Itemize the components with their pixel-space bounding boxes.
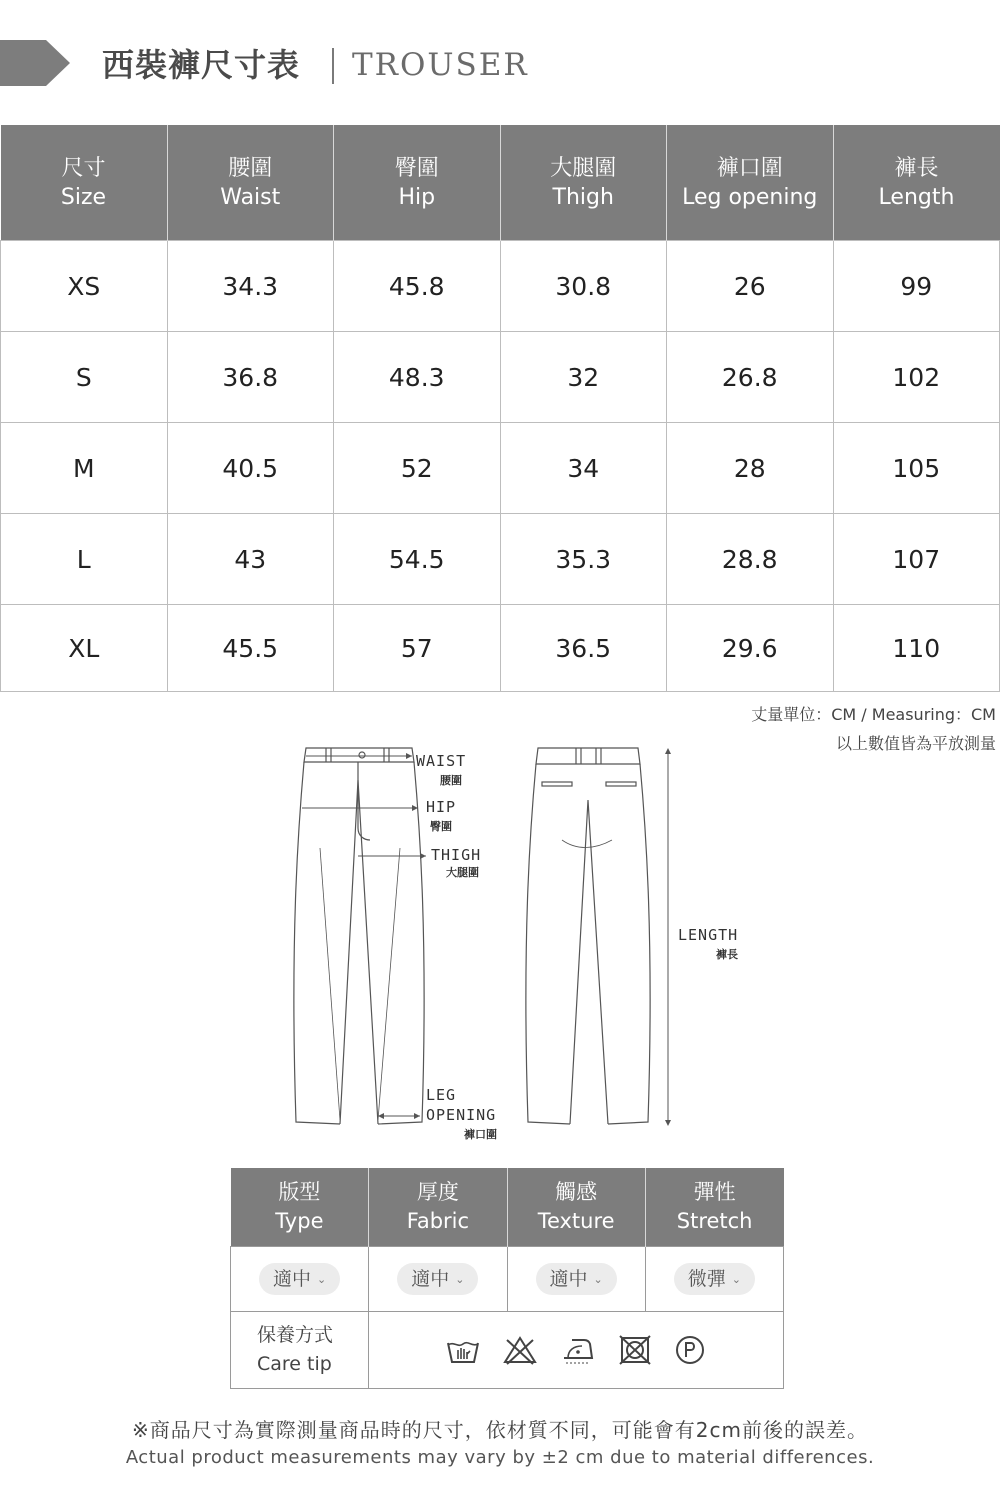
measurement-disclaimer: ※商品尺寸為實際測量商品時的尺寸，依材質不同，可能會有2cm前後的誤差。	[132, 1418, 868, 1442]
table-row	[1, 605, 1000, 692]
cell-length: 102	[833, 332, 1000, 423]
title-divider	[332, 48, 334, 84]
attributes-header	[231, 1168, 784, 1247]
col-header-hip: 臀圍 Hip	[334, 125, 501, 241]
col-header-fabric: 厚度 Fabric	[369, 1168, 507, 1247]
care-icons	[369, 1312, 784, 1389]
size-table-header	[1, 125, 1000, 241]
col-header-type: 版型 Type	[231, 1168, 369, 1247]
no-bleach-icon	[502, 1335, 538, 1365]
table-row	[1, 332, 1000, 423]
chevron-down-icon: ⌄	[317, 1272, 327, 1286]
thigh-label-zh: 大腿圍	[446, 866, 479, 879]
cell-waist: 45.5	[167, 605, 334, 692]
length-label-zh: 褲長	[716, 948, 738, 961]
col-header-leg-opening: 褲口圍 Leg opening	[667, 125, 834, 241]
cell-hip: 54.5	[334, 514, 501, 605]
cell-size: XS	[1, 241, 168, 332]
cell-thigh: 35.3	[500, 514, 667, 605]
cell-length: 107	[833, 514, 1000, 605]
type-select[interactable]: 適中 ⌄	[259, 1263, 340, 1295]
table-row	[1, 423, 1000, 514]
table-row	[1, 514, 1000, 605]
trouser-diagram	[280, 740, 750, 1140]
cell-thigh: 32	[500, 332, 667, 423]
col-header-texture: 觸感 Texture	[507, 1168, 645, 1247]
cell-hip: 57	[334, 605, 501, 692]
cell-leg-opening: 26	[667, 241, 834, 332]
care-label: 保養方式 Care tip	[231, 1312, 369, 1389]
cell-length: 99	[833, 241, 1000, 332]
cell-waist: 40.5	[167, 423, 334, 514]
cell-size: L	[1, 514, 168, 605]
page-title: 西裝褲尺寸表	[102, 46, 301, 84]
header-arrow-icon	[0, 40, 70, 86]
length-label: LENGTH	[678, 926, 739, 944]
cell-hip: 48.3	[334, 332, 501, 423]
low-iron-icon	[560, 1335, 596, 1365]
table-row	[1, 241, 1000, 332]
page-title-en: TROUSER	[352, 47, 529, 83]
leg-opening-label-zh: 褲口圍	[464, 1128, 497, 1141]
dry-clean-p-icon	[674, 1334, 706, 1366]
col-header-size: 尺寸 Size	[1, 125, 168, 241]
cell-leg-opening: 28.8	[667, 514, 834, 605]
fabric-select[interactable]: 適中 ⌄	[397, 1263, 478, 1295]
cell-thigh: 36.5	[500, 605, 667, 692]
cell-leg-opening: 26.8	[667, 332, 834, 423]
cell-waist: 36.8	[167, 332, 334, 423]
leg-opening-label: LEG	[426, 1086, 457, 1104]
cell-hip: 52	[334, 423, 501, 514]
texture-select[interactable]: 適中 ⌄	[536, 1263, 617, 1295]
care-row	[231, 1312, 784, 1389]
size-table	[0, 125, 1000, 692]
measurement-disclaimer-en: Actual product measurements may vary by ±2 cm due to material differences.	[125, 1447, 875, 1468]
cell-size: S	[1, 332, 168, 423]
stretch-select[interactable]: 微彈 ⌄	[674, 1263, 755, 1295]
cell-size: M	[1, 423, 168, 514]
chevron-down-icon: ⌄	[731, 1272, 741, 1286]
hip-label: HIP	[426, 798, 457, 816]
hand-wash-icon	[446, 1335, 480, 1365]
unit-note: 丈量單位：CM / Measuring：CM	[751, 705, 996, 724]
col-header-thigh: 大腿圍 Thigh	[500, 125, 667, 241]
cell-length: 110	[833, 605, 1000, 692]
attributes-values-row	[231, 1247, 784, 1312]
thigh-label: THIGH	[431, 846, 482, 864]
chevron-down-icon: ⌄	[455, 1272, 465, 1286]
cell-leg-opening: 28	[667, 423, 834, 514]
cell-thigh: 34	[500, 423, 667, 514]
attributes-table	[230, 1168, 784, 1389]
cell-waist: 34.3	[167, 241, 334, 332]
waist-label: WAIST	[416, 752, 467, 770]
cell-thigh: 30.8	[500, 241, 667, 332]
cell-size: XL	[1, 605, 168, 692]
chevron-down-icon: ⌄	[593, 1272, 603, 1286]
cell-length: 105	[833, 423, 1000, 514]
no-tumble-dry-icon	[618, 1335, 652, 1365]
leg-opening-label-2: OPENING	[426, 1106, 497, 1124]
col-header-stretch: 彈性 Stretch	[645, 1168, 783, 1247]
col-header-length: 褲長 Length	[833, 125, 1000, 241]
hip-label-zh: 臀圍	[430, 820, 452, 833]
flat-measure-note: 以上數值皆為平放測量	[835, 734, 996, 753]
cell-leg-opening: 29.6	[667, 605, 834, 692]
cell-hip: 45.8	[334, 241, 501, 332]
col-header-waist: 腰圍 Waist	[167, 125, 334, 241]
cell-waist: 43	[167, 514, 334, 605]
waist-label-zh: 腰圍	[440, 774, 462, 787]
